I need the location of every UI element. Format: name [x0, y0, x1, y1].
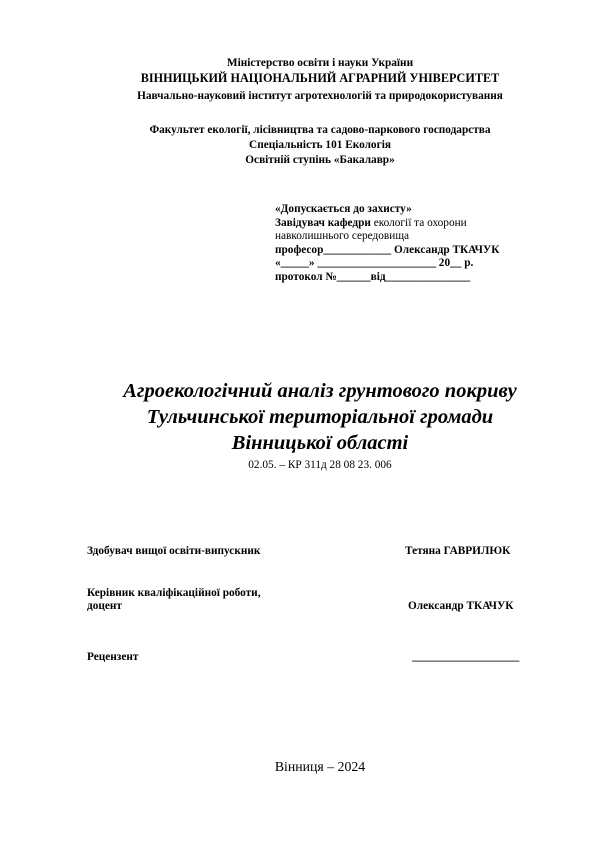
university-name: ВІННИЦЬКИЙ НАЦІОНАЛЬНИЙ АГРАРНИЙ УНІВЕРСИТЕТ [140, 71, 500, 85]
head-of-department-label: Завідувач кафедри [275, 216, 371, 229]
supervisor-label-line1: Керівник кваліфікаційної роботи, [87, 587, 261, 599]
ministry-line: Міністерство освіти і науки України [226, 57, 414, 69]
city-year: Вінниця – 2024 [274, 759, 366, 774]
reviewer-label: Рецензент [87, 651, 139, 663]
supervisor-name: Олександр ТКАЧУК [408, 600, 514, 612]
approval-block [275, 203, 499, 285]
approval-date-line: «_____» _____________________ 20__ р. [275, 257, 474, 270]
protocol-line: протокол №______від_______________ [275, 270, 471, 283]
head-of-department-line [275, 217, 499, 231]
work-title-line2: Тульчинської територіальної громади [146, 406, 494, 428]
department-name-part1: екології та охорони [370, 216, 467, 229]
professor-signature-line: професор____________ Олександр ТКАЧУК [275, 243, 500, 256]
supervisor-label-line2: доцент [87, 600, 122, 612]
work-title-line3: Вінницької області [231, 432, 409, 454]
specialty-line: Спеціальність 101 Екологія [249, 139, 391, 151]
faculty-name: Факультет екології, лісівництва та садово-паркового господарства [149, 124, 491, 136]
institute-name: Навчально-науковий інститут агротехнологій та природокористування [137, 90, 503, 102]
work-title-line1: Агроекологічний аналіз грунтового покриву [123, 380, 517, 402]
department-name-part2: навколишнього середовища [275, 230, 410, 243]
admission-label: «Допускається до захисту» [275, 203, 412, 215]
student-name: Тетяна ГАВРИЛЮК [405, 545, 511, 557]
student-label: Здобувач вищої освіти-випускник [87, 545, 261, 557]
supervisor-label [87, 587, 261, 613]
degree-line: Освітній ступінь «Бакалавр» [245, 154, 395, 166]
reviewer-signature-line: ___________________ [412, 651, 520, 663]
work-code: 02.05. – КР 311д 28 08 23. 006 [248, 459, 392, 471]
